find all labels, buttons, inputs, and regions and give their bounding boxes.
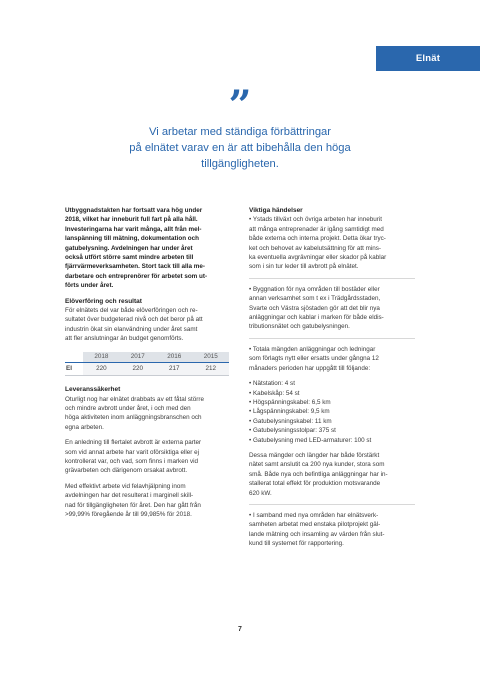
intro-line: Utbyggnadstakten har fortsatt vara hög under <box>65 207 203 214</box>
section-heading-transfer: Elöverföring och resultat <box>65 297 142 305</box>
text-line: ket och behovet av kabelutsättning för att mins- <box>249 244 381 252</box>
table-cell: 217 <box>156 363 192 376</box>
text-line: annan verksamhet som t ex i Trädgårdsstaden, <box>249 295 381 303</box>
text-line: Dessa mängder och längder har både förstärkt <box>249 451 380 459</box>
table-cell: 212 <box>193 363 230 376</box>
table-header-cell: 2016 <box>156 352 192 363</box>
table-cell: 220 <box>83 363 119 376</box>
text-line: både externa och interna projekt. Detta ökar tryc- <box>249 235 386 243</box>
section-tab-label: Elnät <box>415 53 441 64</box>
table-header-cell: 2017 <box>120 352 156 363</box>
list-item: • Lågspänningskabel: 9,5 km <box>249 408 330 416</box>
left-column <box>65 206 229 519</box>
intro-line: darbetare och entreprenörer för arbetet som ut- <box>65 272 208 280</box>
text-line: • Totala mängden anläggningar och ledningar <box>249 345 376 353</box>
event-bullet-4 <box>249 511 415 549</box>
event-bullet-2 <box>249 285 415 332</box>
intro-paragraph <box>65 206 229 291</box>
table-cell: 220 <box>120 363 156 376</box>
right-column <box>249 206 415 549</box>
list-item: • Nätstation: 4 st <box>249 380 295 388</box>
intro-line: förts under året. <box>65 282 114 290</box>
page-number: 7 <box>238 626 242 633</box>
transfer-table <box>65 352 229 377</box>
divider <box>249 338 415 339</box>
text-line: tributionsnätet och gatubelysningen. <box>249 323 350 331</box>
quantities-list <box>249 379 415 445</box>
list-item: • Gatubelysningsstolpar: 375 st <box>249 427 336 435</box>
intro-line: också utfört större samt mindre arbeten till <box>65 254 194 262</box>
text-line: små. Både nya och befintliga anläggningar har in- <box>249 470 388 478</box>
text-line: För elnätets del var både elöverföringen och re- <box>65 307 198 315</box>
intro-line: gatubelysning. Avdelningen har under året <box>65 244 193 252</box>
text-line: som i sin tur leder till avbrott på elnätet. <box>249 263 359 271</box>
list-item: • Kabelskåp: 54 st <box>249 389 300 397</box>
text-line: kund till systemet för rapportering. <box>249 540 344 548</box>
text-line: • Byggnation för nya områden till bostäder eller <box>249 285 380 293</box>
reliability-paragraph-3 <box>65 482 229 520</box>
text-line: 620 kW. <box>249 489 272 497</box>
divider <box>249 504 415 505</box>
text-line: avdelningen har det resulterat i marginell skill- <box>65 492 194 500</box>
list-item: • Gatubelysning med LED-armaturer: 100 st <box>249 436 372 444</box>
text-line: att fler anslutningar än budget genomförts. <box>65 335 184 343</box>
text-line: månaders perioden har uppgått till följande: <box>249 364 371 372</box>
divider <box>249 278 415 279</box>
reliability-paragraph-2 <box>65 438 229 476</box>
section-tab <box>376 46 480 71</box>
text-line: Svarte och Västra sjöstaden gör att det blir nya <box>249 304 380 312</box>
text-line: lande mätning och insamling av värden från slut- <box>249 530 385 538</box>
text-line: >99,99% föregående år till 99,985% för 2018. <box>65 511 192 519</box>
quantities-summary <box>249 451 415 498</box>
table-header-cell: 2018 <box>83 352 119 363</box>
pull-quote-line: tillgängligheten. <box>201 158 279 170</box>
intro-line: 2018, vilket har inneburit full fart på alla håll. <box>65 216 198 224</box>
text-line: sultatet över budgeterad nivå och det beror på att <box>65 316 203 324</box>
section-heading-events: Viktiga händelser <box>249 207 303 214</box>
text-line: egna arbeten. <box>65 423 104 431</box>
table-header-cell: 2015 <box>193 352 230 363</box>
reliability-paragraph-1 <box>65 395 229 433</box>
list-item: • Högspänningskabel: 6,5 km <box>249 398 331 406</box>
text-line: som vid annat arbete har varit oförsiktiga eller ej <box>65 448 200 456</box>
transfer-paragraph <box>65 306 229 344</box>
text-line: att många entreprenader är igång samtidigt med <box>249 225 384 233</box>
text-line: Med effektivt arbete vid felavhjälpning inom <box>65 482 186 490</box>
section-heading-reliability: Leveranssäkerhet <box>65 386 121 394</box>
text-line: nad för tillgängligheten för året. Den har gått från <box>65 501 201 509</box>
quote-mark-icon: ” <box>228 82 252 129</box>
text-line: och mindre avbrott under året, i och med den <box>65 405 191 412</box>
text-line: anläggningar och kablar i marken för både eldis- <box>249 314 384 322</box>
pull-quote-line: på elnätet varav en är att bibehålla den höga <box>129 142 351 154</box>
event-bullet-1 <box>249 215 415 271</box>
pull-quote-line: Vi arbetar med ständiga förbättringar <box>148 126 331 138</box>
intro-line: lanspänning till mätning, dokumentation och <box>65 235 199 243</box>
text-line: En anledning till flertalet avbrott är externa parter <box>65 439 202 447</box>
table-row <box>65 363 229 376</box>
text-line: som förlagts nytt eller ersatts under gångna 12 <box>249 355 379 363</box>
text-line: nätet samt anslutit ca 200 nya kunder, stora som <box>249 461 385 469</box>
table-header-blank <box>65 352 83 363</box>
text-line: • Ystads tillväxt och övriga arbeten har inneburit <box>249 216 382 224</box>
table-row-label: EI <box>65 363 83 376</box>
text-line: stallerat total effekt för produktion motsvarande <box>249 480 381 488</box>
text-line: grävarbeten och därigenom orsakat avbrott. <box>65 467 188 475</box>
text-line: industrin ökat sin elanvändning under året samt <box>65 325 198 333</box>
text-line: samheten arbetat med enstaka pilotprojekt gäl- <box>249 521 381 529</box>
list-item: • Gatubelysningskabel: 11 km <box>249 417 332 425</box>
text-line: Oturligt nog har elnätet drabbats av ett fåtal större <box>65 395 204 403</box>
intro-line: Investeringarna har varit många, allt från mel- <box>65 225 202 233</box>
text-line: ka eventuella avgrävningar eller skador på kablar <box>249 254 387 262</box>
text-line: höga aktiviteten inom anläggningsbranschen och <box>65 414 202 422</box>
intro-line: fjärrvärmeverksamheten. Stort tack till alla me- <box>65 263 205 271</box>
text-line: kontrollerat var, och vad, som finns i marken vid <box>65 458 198 466</box>
event-bullet-3 <box>249 345 415 373</box>
pull-quote <box>110 124 370 172</box>
table-header-row <box>65 352 229 363</box>
text-line: • I samband med nya områden har elnätsverk- <box>249 511 379 519</box>
